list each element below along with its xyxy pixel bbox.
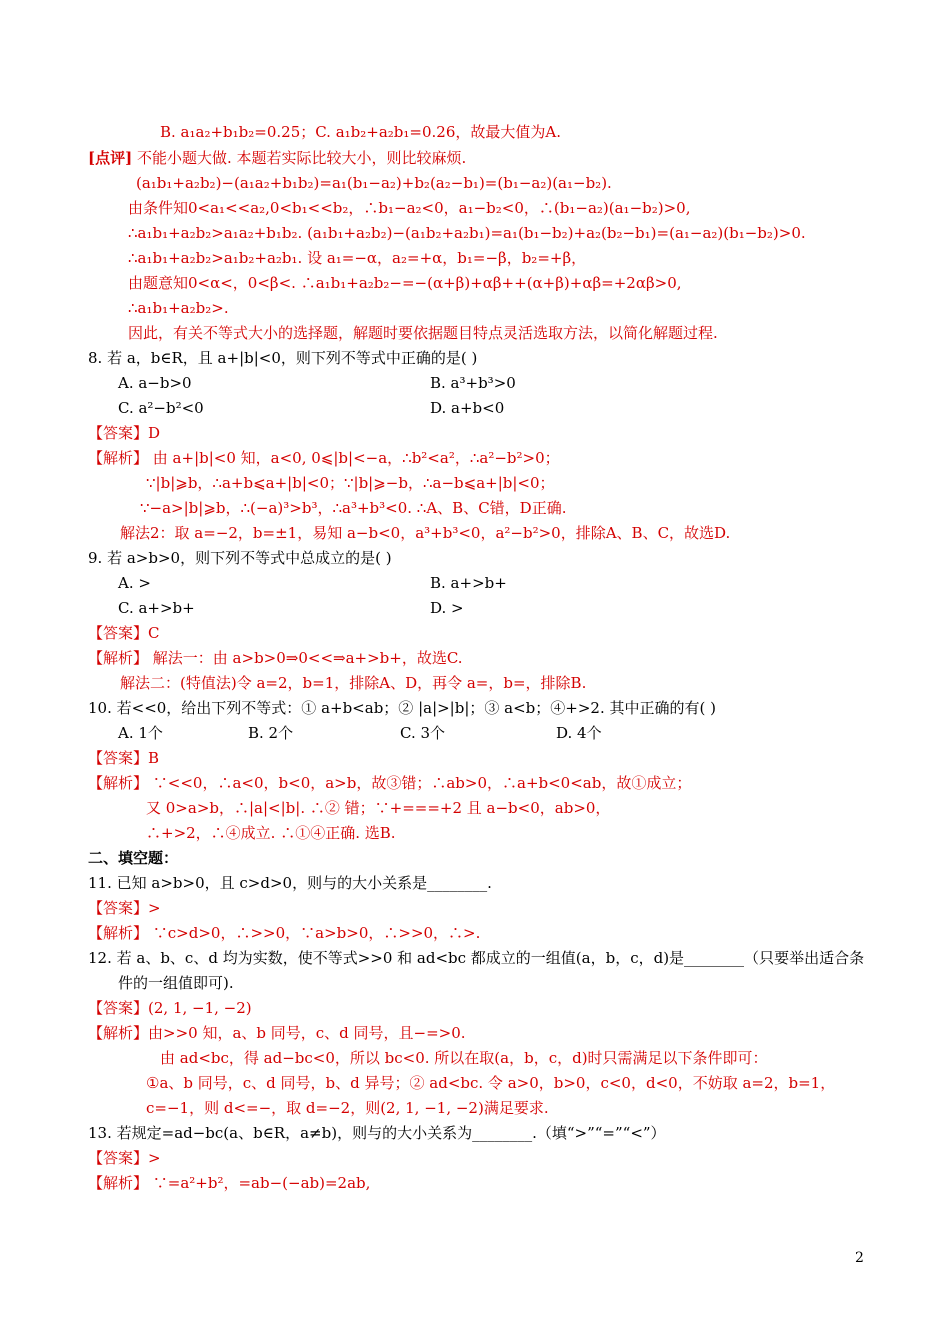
q10-option-c: C. 3个 bbox=[400, 724, 446, 742]
comment-derivation-3: ∴a₁b₁+a₂b₂>a₁a₂+b₁b₂. (a₁b₁+a₂b₂)−(a₁b₂+a₂b₁)=a₁(b₁−b₂)+a₂(b₂−b₁)=(a₁−a₂)(b₁−b₂)>0. bbox=[128, 224, 806, 242]
q8-option-b: B. a³+b³>0 bbox=[430, 374, 516, 392]
q9-answer bbox=[88, 623, 160, 643]
analysis-tag: 【解析】 bbox=[88, 1024, 149, 1042]
answer-tag: 【答案】 bbox=[88, 624, 149, 642]
q8-option-a: A. a−b>0 bbox=[118, 374, 192, 392]
q11-analysis bbox=[88, 923, 480, 943]
q9-option-b: B. a+>b+ bbox=[430, 574, 507, 592]
q12-analysis-3: ①a、b 同号，c、d 同号，b、d 异号；② ad<bc. 令 a>0，b>0，c<0，d<0，不妨取 a=2，b=1， bbox=[146, 1074, 836, 1092]
line-choice-b-c: B. a₁a₂+b₁b₂=0.25；C. a₁b₂+a₂b₁=0.26，故最大值为A. bbox=[160, 123, 561, 141]
q10-option-d: D. 4个 bbox=[556, 724, 602, 742]
q12-analysis bbox=[88, 1023, 466, 1043]
analysis-text: ∵=a²+b²，=ab−(−ab)=2ab, bbox=[148, 1174, 371, 1192]
question-10: 10. 若<<0，给出下列不等式：① a+b<ab；② |a|>|b|；③ a<b；④+>2. 其中正确的有( ) bbox=[88, 699, 716, 717]
q13-answer bbox=[88, 1148, 161, 1168]
question-11: 11. 已知 a>b>0，且 c>d>0，则与的大小关系是________. bbox=[88, 874, 492, 892]
q12-analysis-4: c=−1，则 d<=−，取 d=−2，则(2, 1, −1, −2)满足要求. bbox=[146, 1099, 549, 1117]
answer-value: D bbox=[148, 424, 161, 442]
q10-analysis bbox=[88, 773, 691, 793]
analysis-tag: 【解析】 bbox=[88, 924, 149, 942]
q9-option-c: C. a+>b+ bbox=[118, 599, 195, 617]
q13-analysis bbox=[88, 1173, 370, 1193]
comment-line bbox=[88, 148, 466, 168]
analysis-text: 解法一：由 a>b>0⇒0<<⇒a+>b+，故选C. bbox=[148, 649, 463, 667]
answer-value: C bbox=[148, 624, 160, 642]
q10-analysis-2: 又 0>a>b，∴|a|<|b|. ∴② 错；∵+===+2 且 a−b<0，ab>0， bbox=[146, 799, 611, 817]
q8-analysis-2: ∵|b|⩾b，∴a+b⩽a+|b|<0；∵|b|⩾−b，∴a−b⩽a+|b|<0； bbox=[146, 474, 555, 492]
analysis-text: 由>>0 知，a、b 同号，c、d 同号，且−=>0. bbox=[148, 1024, 466, 1042]
question-8: 8. 若 a，b∈R，且 a+|b|<0，则下列不等式中正确的是( ) bbox=[88, 349, 478, 367]
analysis-tag: 【解析】 bbox=[88, 449, 149, 467]
answer-tag: 【答案】 bbox=[88, 424, 149, 442]
comment-derivation-2: 由条件知0<a₁<<a₂,0<b₁<<b₂，∴b₁−a₂<0，a₁−b₂<0，∴(b₁−a₂)(a₁−b₂)>0, bbox=[128, 199, 691, 217]
comment-derivation-1: (a₁b₁+a₂b₂)−(a₁a₂+b₁b₂)=a₁(b₁−a₂)+b₂(a₂−b₁)=(b₁−a₂)(a₁−b₂). bbox=[136, 174, 612, 192]
page-number: 2 bbox=[855, 1250, 864, 1266]
q9-method-2: 解法二：(特值法)令 a=2，b=1，排除A、D，再令 a=，b=，排除B. bbox=[120, 674, 587, 692]
q10-analysis-3: ∴+>2，∴④成立. ∴①④正确. 选B. bbox=[146, 824, 396, 842]
comment-text: 不能小题大做. 本题若实际比较大小，则比较麻烦. bbox=[132, 149, 467, 167]
answer-value: > bbox=[148, 1149, 161, 1167]
q11-answer bbox=[88, 898, 161, 918]
q8-analysis bbox=[88, 448, 560, 468]
q9-analysis bbox=[88, 648, 463, 668]
analysis-tag: 【解析】 bbox=[88, 649, 149, 667]
question-12: 12. 若 a、b、c、d 均为实数，使不等式>>0 和 ad<bc 都成立的一组值(a，b，c，d)是________（只要举出适合条 bbox=[88, 949, 865, 967]
section-heading-fill-in: 二、填空题： bbox=[88, 849, 179, 867]
q8-analysis-3: ∵−a>|b|⩾b，∴(−a)³>b³，∴a³+b³<0. ∴A、B、C错，D正确. bbox=[140, 499, 567, 517]
q10-option-a: A. 1个 bbox=[118, 724, 163, 742]
comment-tag: [点评] bbox=[88, 149, 133, 167]
q9-option-a: A. > bbox=[118, 574, 151, 592]
question-9: 9. 若 a>b>0，则下列不等式中总成立的是( ) bbox=[88, 549, 392, 567]
answer-tag: 【答案】 bbox=[88, 999, 149, 1017]
answer-tag: 【答案】 bbox=[88, 899, 149, 917]
analysis-tag: 【解析】 bbox=[88, 774, 149, 792]
comment-conclusion: 因此，有关不等式大小的选择题，解题时要依据题目特点灵活选取方法，以简化解题过程. bbox=[128, 324, 718, 342]
answer-value: B bbox=[148, 749, 160, 767]
comment-derivation-5: 由题意知0<α<，0<β<. ∴a₁b₁+a₂b₂−=−(α+β)+αβ++(α+β)+αβ=+2αβ>0, bbox=[128, 274, 682, 292]
q8-option-d: D. a+b<0 bbox=[430, 399, 505, 417]
q8-answer bbox=[88, 423, 160, 443]
q12-analysis-2: 由 ad<bc，得 ad−bc<0，所以 bc<0. 所以在取(a，b，c，d)时只需满足以下条件即可： bbox=[160, 1049, 768, 1067]
comment-derivation-4: ∴a₁b₁+a₂b₂>a₁b₂+a₂b₁. 设 a₁=−α，a₂=+α，b₁=−β，b₂=+β， bbox=[128, 249, 587, 267]
analysis-text: 由 a+|b|<0 知，a<0, 0⩽|b|<−a，∴b²<a²，∴a²−b²>0； bbox=[148, 449, 560, 467]
q9-option-d: D. > bbox=[430, 599, 464, 617]
answer-value: (2, 1, −1, −2) bbox=[148, 999, 252, 1017]
question-12-cont: 件的一组值即可). bbox=[118, 974, 234, 992]
q8-option-c: C. a²−b²<0 bbox=[118, 399, 204, 417]
q8-method-2: 解法2：取 a=−2，b=±1，易知 a−b<0，a³+b³<0，a²−b²>0，排除A、B、C，故选D. bbox=[120, 524, 731, 542]
answer-value: > bbox=[148, 899, 161, 917]
answer-tag: 【答案】 bbox=[88, 749, 149, 767]
q10-option-b: B. 2个 bbox=[248, 724, 294, 742]
q12-answer bbox=[88, 998, 252, 1018]
answer-tag: 【答案】 bbox=[88, 1149, 149, 1167]
q10-answer bbox=[88, 748, 159, 768]
analysis-tag: 【解析】 bbox=[88, 1174, 149, 1192]
analysis-text: ∵<<0，∴a<0，b<0，a>b，故③错；∴ab>0，∴a+b<0<ab，故①成立； bbox=[148, 774, 692, 792]
analysis-text: ∵c>d>0，∴>>0，∵a>b>0，∴>>0，∴>. bbox=[148, 924, 481, 942]
question-13: 13. 若规定=ad−bc(a、b∈R，a≠b)，则与的大小关系为________.（填“>”“=”“<”） bbox=[88, 1124, 666, 1142]
comment-derivation-6: ∴a₁b₁+a₂b₂>. bbox=[128, 299, 229, 317]
